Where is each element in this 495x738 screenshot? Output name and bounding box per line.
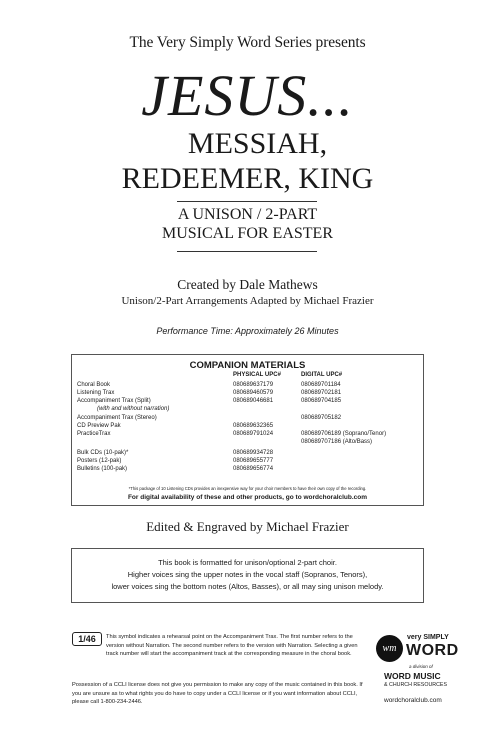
ccli-license-note: Possession of a CCLI license does not give you permission to make any copy of the music contained in this book. If you are unsure as to what rights you do have to copy under a CCLI license or if you want information about CCLI, please call 1-800-234-2446.: [72, 682, 363, 705]
logo-church-resources: & CHURCH RESOURCES: [384, 682, 447, 688]
physical-upc: 080689791024: [233, 431, 274, 437]
created-by: Created by Dale Mathews: [177, 277, 318, 292]
performance-time: Performance Time: Approximately 26 Minutes: [156, 326, 339, 336]
row-label: Accompaniment Trax (Stereo): [77, 415, 157, 421]
subtitle-line-1: MESSIAH,: [187, 127, 328, 160]
rehearsal-track-badge: 1/46: [72, 632, 102, 646]
row-label: Choral Book: [77, 382, 111, 388]
digital-availability-note: For digital availability of these and other products, go to wordchoralclub.com: [127, 494, 368, 501]
logo-word: WORD: [406, 642, 459, 659]
format-line-1: This book is formatted for unison/optional 2-part choir.: [158, 558, 337, 567]
divider-bottom: [177, 251, 317, 252]
description-line-2: MUSICAL FOR EASTER: [162, 225, 333, 242]
physical-upc: 080689632365: [233, 423, 274, 429]
row-label: (with and without narration): [97, 406, 170, 412]
row-label: Bulk CDs (10-pak)*: [77, 450, 129, 456]
adapted-by: Unison/2-Part Arrangements Adapted by Michael Frazier: [121, 295, 374, 307]
series-line: The Very Simply Word Series presents: [129, 34, 366, 51]
companion-materials-box: [71, 354, 424, 506]
row-label: Posters (12-pak): [77, 458, 122, 464]
row-label: Accompaniment Trax (Split): [77, 398, 151, 404]
digital-upc: 080689707186 (Alto/Bass): [301, 439, 373, 445]
physical-upc: 080689046681: [233, 398, 274, 404]
bulk-cd-note: *This package of 10 Listening CDs provides an inexpensive way for your choir members to have their own copy of the recording.: [128, 486, 367, 491]
description-line-1: A UNISON / 2-PART: [177, 206, 318, 223]
word-music-logo-icon: wm: [376, 635, 403, 662]
digital-upc-header: DIGITAL UPC#: [301, 372, 343, 378]
digital-upc: 080689701184: [301, 382, 341, 388]
physical-upc: 080689460579: [233, 390, 274, 396]
row-label: Bulletins (100-pak): [77, 466, 128, 472]
digital-upc: 080689702181: [301, 390, 342, 396]
physical-upc: 080689655777: [233, 458, 274, 464]
physical-upc: 080689934728: [233, 450, 274, 456]
edited-by: Edited & Engraved by Michael Frazier: [146, 519, 349, 534]
divider-top: [177, 201, 317, 202]
physical-upc: 080689637179: [233, 382, 274, 388]
format-line-3: lower voices sing the bottom notes (Altos, Basses), or all may sing unison melody.: [111, 582, 384, 591]
symbol-explanation: This symbol indicates a rehearsal point on the Accompaniment Trax. The first number refers to the version without Narration. The second number refers to the version with Narration. Selecting a given track number will start the accompaniment track at the corresponding measure in the choral book.: [106, 634, 358, 657]
logo-very-simply: very SIMPLY: [407, 634, 449, 641]
digital-upc: 080689706189 (Soprano/Tenor): [301, 431, 387, 437]
format-line-2: Higher voices sing the upper notes in the vocal staff (Sopranos, Tenors),: [127, 570, 368, 579]
row-label: Listening Trax: [77, 390, 115, 396]
row-label: PracticeTrax: [77, 431, 111, 437]
digital-upc: 080689704185: [301, 398, 342, 404]
row-label: CD Preview Pak: [77, 423, 121, 429]
physical-upc-header: PHYSICAL UPC#: [233, 372, 281, 378]
subtitle-line-2: REDEEMER, KING: [121, 162, 374, 195]
physical-upc: 080689656774: [233, 466, 274, 472]
format-info-box: [71, 548, 424, 603]
digital-upc: 080689705182: [301, 415, 342, 421]
website-url: wordchoralclub.com: [384, 697, 442, 704]
logo-division: a division of: [409, 664, 433, 669]
companion-materials-title: COMPANION MATERIALS: [189, 360, 306, 371]
page-title: JESUS...: [141, 63, 354, 128]
logo-word-music: WORD MUSIC: [384, 671, 441, 681]
